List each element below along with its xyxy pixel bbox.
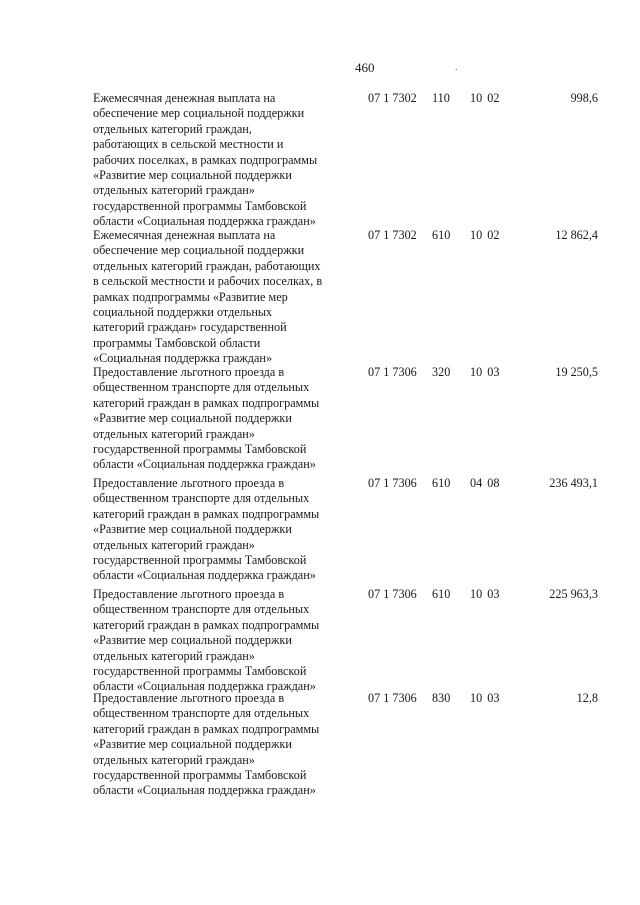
page-number: 460 [355, 60, 375, 75]
amount: 12 862,4 [555, 228, 598, 242]
target-article-code: 07 1 7306 [368, 476, 417, 490]
section-code: 10 02 [470, 91, 500, 105]
row-description: Ежемесячная денежная выплата на обеспечение мер социальной поддержки отдельных категорий граждан, работающих в сельской местности и рабочих поселках, в рамках подпрограммы «Развитие мер социальной поддержки отдельных категорий граждан» государственной программы Тамбовской области «Социальная поддержка граждан» [93, 91, 318, 229]
amount: 998,6 [570, 91, 598, 105]
expense-type-code: 830 [432, 691, 451, 705]
amount: 225 963,3 [549, 587, 598, 601]
table-row [0, 228, 640, 365]
target-article-code: 07 1 7306 [368, 365, 417, 379]
section-code: 10 03 [470, 691, 500, 705]
expense-type-code: 610 [432, 587, 451, 601]
table-row [0, 691, 640, 802]
section-code: 10 02 [470, 228, 500, 242]
row-description: Предоставление льготного проезда в общественном транспорте для отдельных категорий граждан в рамках подпрограммы «Развитие мер социальной поддержки отдельных категорий граждан» государственной программы Тамбовской области «Социальная поддержка граждан» [93, 691, 320, 798]
expense-type-code: 110 [432, 91, 450, 105]
row-description: Предоставление льготного проезда в общественном транспорте для отдельных категорий граждан в рамках подпрограммы «Развитие мер социальной поддержки отдельных категорий граждан» государственной программы Тамбовской области «Социальная поддержка граждан» [93, 587, 320, 694]
expense-type-code: 610 [432, 476, 451, 490]
expense-type-code: 610 [432, 228, 451, 242]
section-code: 10 03 [470, 587, 500, 601]
row-description: Ежемесячная денежная выплата на обеспечение мер социальной поддержки отдельных категорий граждан, работающих в сельской местности и рабочих поселках, в рамках подпрограммы «Развитие мер социальной поддержки отдельных категорий граждан» государственной программы Тамбовской области «Социальная поддержка граждан» [93, 228, 323, 366]
section-code: 10 03 [470, 365, 500, 379]
table-row [0, 91, 640, 228]
target-article-code: 07 1 7302 [368, 228, 417, 242]
table-row [0, 476, 640, 587]
budget-table [0, 91, 640, 802]
target-article-code: 07 1 7302 [368, 91, 417, 105]
target-article-code: 07 1 7306 [368, 587, 417, 601]
expense-type-code: 320 [432, 365, 451, 379]
row-description: Предоставление льготного проезда в общественном транспорте для отдельных категорий граждан в рамках подпрограммы «Развитие мер социальной поддержки отдельных категорий граждан» государственной программы Тамбовской области «Социальная поддержка граждан» [93, 365, 320, 472]
amount: 12,8 [576, 691, 598, 705]
scan-mark: . [455, 62, 458, 73]
target-article-code: 07 1 7306 [368, 691, 417, 705]
table-row [0, 365, 640, 476]
amount: 236 493,1 [549, 476, 598, 490]
section-code: 04 08 [470, 476, 500, 490]
row-description: Предоставление льготного проезда в общественном транспорте для отдельных категорий граждан в рамках подпрограммы «Развитие мер социальной поддержки отдельных категорий граждан» государственной программы Тамбовской области «Социальная поддержка граждан» [93, 476, 320, 583]
table-row [0, 587, 640, 694]
amount: 19 250,5 [555, 365, 598, 379]
